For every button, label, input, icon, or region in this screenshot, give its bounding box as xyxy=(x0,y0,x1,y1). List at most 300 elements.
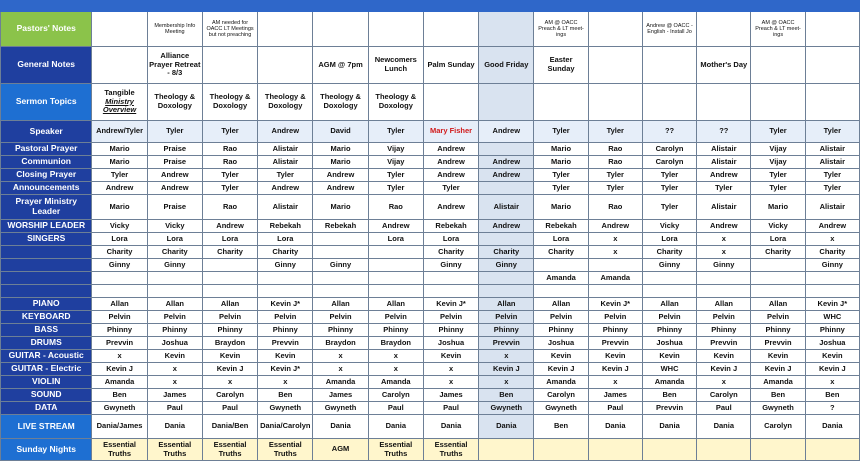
pastoral-prayer-cell: Mario xyxy=(313,143,368,156)
speaker-cell: Tyler xyxy=(147,121,202,143)
keyboard-cell: Pelvin xyxy=(147,311,202,324)
keyboard-cell: Pelvin xyxy=(697,311,751,324)
piano-cell: Allan xyxy=(147,298,202,311)
announcements-cell: Andrew xyxy=(258,182,313,195)
guitar-electric-cell: Kevin J* xyxy=(258,363,313,376)
singer-cell: Lora xyxy=(751,233,805,246)
pastoral-prayer-cell: Carolyn xyxy=(642,143,696,156)
singer-cell: Charity xyxy=(751,246,805,259)
guitar-electric-cell: x xyxy=(368,363,423,376)
sermon-topic-line: Overview xyxy=(102,105,137,115)
guitar-electric-cell: WHC xyxy=(642,363,696,376)
data-cell: Gwyneth xyxy=(258,402,313,415)
drums-cell: Prevvin xyxy=(479,337,534,350)
violin-cell: x xyxy=(258,376,313,389)
sunday-night-cell: Essential Truths xyxy=(202,439,257,461)
blank-cell xyxy=(313,285,368,298)
singer-cell: Lora xyxy=(368,233,423,246)
data-cell: Paul xyxy=(588,402,642,415)
worship-leader-cell: Andrew xyxy=(588,220,642,233)
sermon-topic-line: Ministry xyxy=(105,96,134,106)
singer-cell: Charity xyxy=(534,246,588,259)
pastoral-prayer-cell: Alistair xyxy=(258,143,313,156)
row-general-notes xyxy=(1,47,860,84)
sunday-night-cell xyxy=(751,439,805,461)
prayer-ministry-leader-cell: Rao xyxy=(588,195,642,220)
keyboard-cell: Pelvin xyxy=(642,311,696,324)
sound-cell: Carolyn xyxy=(368,389,423,402)
singer-cell xyxy=(534,259,588,272)
singer-cell: Lora xyxy=(642,233,696,246)
keyboard-cell: Pelvin xyxy=(588,311,642,324)
singer-cell xyxy=(588,259,642,272)
sermon-topic-cell: Theology & Doxology xyxy=(258,84,313,121)
announcements-cell: Andrew xyxy=(92,182,147,195)
blank-cell xyxy=(147,285,202,298)
communion-cell: Rao xyxy=(588,156,642,169)
pastors-note-cell xyxy=(479,12,534,47)
singer-cell: Charity xyxy=(202,246,257,259)
blank-cell xyxy=(588,285,642,298)
blank-cell xyxy=(368,285,423,298)
guitar-acoustic-cell: Kevin xyxy=(258,350,313,363)
guitar-electric-cell: Kevin J xyxy=(202,363,257,376)
row-guitar-acoustic xyxy=(1,350,860,363)
closing-prayer-cell: Andrew xyxy=(697,169,751,182)
sermon-topic-cell xyxy=(642,84,696,121)
sound-cell: Ben xyxy=(642,389,696,402)
row-speaker xyxy=(1,121,860,143)
data-cell: Prevvin xyxy=(642,402,696,415)
piano-cell: Allan xyxy=(642,298,696,311)
pastors-note-cell xyxy=(588,12,642,47)
violin-cell: Amanda xyxy=(642,376,696,389)
violin-cell: x xyxy=(479,376,534,389)
pastors-note-cell: AM @ OACC Preach & LT meet-ings xyxy=(534,12,588,47)
piano-cell: Allan xyxy=(202,298,257,311)
pastors-note-cell: Membership Info Meeting xyxy=(147,12,202,47)
singer-cell xyxy=(423,272,478,285)
blank-cell xyxy=(534,285,588,298)
row-label-sunday-nights: Sunday Nights xyxy=(1,439,92,461)
row-piano xyxy=(1,298,860,311)
general-note-cell xyxy=(805,47,859,84)
piano-cell: Allan xyxy=(479,298,534,311)
worship-leader-cell: Andrew xyxy=(202,220,257,233)
piano-cell: Allan xyxy=(751,298,805,311)
bass-cell: Phinny xyxy=(147,324,202,337)
blank-cell xyxy=(697,285,751,298)
piano-cell: Allan xyxy=(697,298,751,311)
row-label-blank xyxy=(1,246,92,259)
guitar-electric-cell: Kevin J xyxy=(479,363,534,376)
row-pastoral-prayer xyxy=(1,143,860,156)
worship-leader-cell: Vicky xyxy=(92,220,147,233)
prayer-ministry-leader-cell: Mario xyxy=(313,195,368,220)
communion-cell: Vijay xyxy=(368,156,423,169)
keyboard-cell: Pelvin xyxy=(534,311,588,324)
singer-cell xyxy=(805,272,859,285)
sunday-night-cell: Essential Truths xyxy=(368,439,423,461)
header-cell xyxy=(147,0,202,12)
live-stream-cell: Dania xyxy=(423,415,478,439)
keyboard-cell: Pelvin xyxy=(368,311,423,324)
guitar-electric-cell: Kevin J xyxy=(92,363,147,376)
bass-cell: Phinny xyxy=(751,324,805,337)
drums-cell: Joshua xyxy=(642,337,696,350)
sermon-topic-cell xyxy=(751,84,805,121)
announcements-cell: Tyler xyxy=(697,182,751,195)
prayer-ministry-leader-cell: Alistair xyxy=(479,195,534,220)
guitar-acoustic-cell: Kevin xyxy=(588,350,642,363)
row-label-guitar-electric: GUITAR - Electric xyxy=(1,363,92,376)
pastors-note-cell xyxy=(258,12,313,47)
sunday-night-cell xyxy=(805,439,859,461)
row-label-sound: SOUND xyxy=(1,389,92,402)
singer-cell: Lora xyxy=(423,233,478,246)
worship-leader-cell: Vicky xyxy=(147,220,202,233)
blank-cell xyxy=(805,285,859,298)
prayer-ministry-leader-cell: Alistair xyxy=(258,195,313,220)
header-cell xyxy=(92,0,147,12)
worship-leader-cell: Vicky xyxy=(642,220,696,233)
row-worship-leader xyxy=(1,220,860,233)
sermon-topic-cell xyxy=(534,84,588,121)
communion-cell: Mario xyxy=(534,156,588,169)
guitar-electric-cell: x xyxy=(423,363,478,376)
pastoral-prayer-cell: Praise xyxy=(147,143,202,156)
live-stream-cell: Dania xyxy=(368,415,423,439)
live-stream-cell: Dania xyxy=(588,415,642,439)
singer-cell xyxy=(147,272,202,285)
row-label-sermon-topics: Sermon Topics xyxy=(1,84,92,121)
general-note-cell: Good Friday xyxy=(479,47,534,84)
row-label-live-stream: LIVE STREAM xyxy=(1,415,92,439)
speaker-cell: Tyler xyxy=(368,121,423,143)
pastoral-prayer-cell: Andrew xyxy=(423,143,478,156)
header-cell xyxy=(697,0,751,12)
row-label-data: DATA xyxy=(1,402,92,415)
speaker-cell: Mary Fisher xyxy=(423,121,478,143)
blank-cell xyxy=(751,285,805,298)
pastoral-prayer-cell: Rao xyxy=(588,143,642,156)
singer-cell xyxy=(313,272,368,285)
singer-cell: Lora xyxy=(92,233,147,246)
live-stream-cell: Dania xyxy=(313,415,368,439)
closing-prayer-cell: Andrew xyxy=(147,169,202,182)
data-cell: Gwyneth xyxy=(534,402,588,415)
row-live-stream xyxy=(1,415,860,439)
row-singers-3 xyxy=(1,272,860,285)
row-label-announcements: Announcements xyxy=(1,182,92,195)
blank-cell xyxy=(92,285,147,298)
communion-cell: Rao xyxy=(202,156,257,169)
closing-prayer-cell: Andrew xyxy=(313,169,368,182)
pastoral-prayer-cell: Alistair xyxy=(805,143,859,156)
announcements-cell: Tyler xyxy=(642,182,696,195)
piano-cell: Kevin J* xyxy=(423,298,478,311)
singer-cell xyxy=(751,272,805,285)
bass-cell: Phinny xyxy=(92,324,147,337)
pastoral-prayer-cell: Mario xyxy=(534,143,588,156)
speaker-cell: David xyxy=(313,121,368,143)
keyboard-cell: Pelvin xyxy=(258,311,313,324)
guitar-acoustic-cell: Kevin xyxy=(697,350,751,363)
general-note-cell: AGM @ 7pm xyxy=(313,47,368,84)
data-cell: Paul xyxy=(423,402,478,415)
sermon-topic-cell: Theology & Doxology xyxy=(202,84,257,121)
speaker-cell: Andrew/Tyler xyxy=(92,121,147,143)
singer-cell xyxy=(642,272,696,285)
guitar-acoustic-cell: x xyxy=(368,350,423,363)
guitar-acoustic-cell: Kevin xyxy=(751,350,805,363)
guitar-electric-cell: x xyxy=(147,363,202,376)
live-stream-cell: Dania xyxy=(642,415,696,439)
prayer-ministry-leader-cell: Rao xyxy=(368,195,423,220)
singer-cell: Charity xyxy=(423,246,478,259)
communion-cell: Carolyn xyxy=(642,156,696,169)
violin-cell: x xyxy=(147,376,202,389)
drums-cell: Joshua xyxy=(423,337,478,350)
singer-cell: x xyxy=(588,246,642,259)
singer-cell: Charity xyxy=(479,246,534,259)
general-note-cell xyxy=(258,47,313,84)
pastors-note-cell xyxy=(313,12,368,47)
sound-cell: Ben xyxy=(258,389,313,402)
pastors-note-cell xyxy=(92,12,147,47)
drums-cell: Prevvin xyxy=(751,337,805,350)
row-label-keyboard: KEYBOARD xyxy=(1,311,92,324)
singer-cell: x xyxy=(805,233,859,246)
prayer-ministry-leader-cell: Rao xyxy=(202,195,257,220)
closing-prayer-cell: Tyler xyxy=(368,169,423,182)
violin-cell: x xyxy=(423,376,478,389)
pastors-note-cell: Andrew @ OACC - English - Install Jo xyxy=(642,12,696,47)
header-strip xyxy=(1,0,860,12)
singer-cell: Ginny xyxy=(697,259,751,272)
row-label-pastoral-prayer: Pastoral Prayer xyxy=(1,143,92,156)
piano-cell: Kevin J* xyxy=(805,298,859,311)
closing-prayer-cell: Tyler xyxy=(805,169,859,182)
announcements-cell xyxy=(479,182,534,195)
guitar-electric-cell: Kevin J xyxy=(751,363,805,376)
live-stream-cell: Ben xyxy=(534,415,588,439)
singer-cell: Lora xyxy=(147,233,202,246)
prayer-ministry-leader-cell: Alistair xyxy=(697,195,751,220)
row-singers-4 xyxy=(1,285,860,298)
keyboard-cell: Pelvin xyxy=(423,311,478,324)
singer-cell: Ginny xyxy=(479,259,534,272)
singer-cell xyxy=(258,272,313,285)
drums-cell: Prevvin xyxy=(92,337,147,350)
speaker-cell: ?? xyxy=(642,121,696,143)
header-cell xyxy=(258,0,313,12)
sound-cell: James xyxy=(313,389,368,402)
sound-cell: Ben xyxy=(479,389,534,402)
general-note-cell xyxy=(588,47,642,84)
announcements-cell: Tyler xyxy=(202,182,257,195)
speaker-cell: Tyler xyxy=(805,121,859,143)
worship-leader-cell: Vicky xyxy=(751,220,805,233)
announcements-cell: Tyler xyxy=(588,182,642,195)
general-note-cell: Easter Sunday xyxy=(534,47,588,84)
sermon-topic-cell xyxy=(479,84,534,121)
general-note-cell: Alliance Prayer Retreat - 8/3 xyxy=(147,47,202,84)
live-stream-cell: Dania xyxy=(697,415,751,439)
guitar-acoustic-cell: x xyxy=(92,350,147,363)
pastoral-prayer-cell: Mario xyxy=(92,143,147,156)
row-label-drums: DRUMS xyxy=(1,337,92,350)
row-label-guitar-acoustic: GUITAR - Acoustic xyxy=(1,350,92,363)
header-cell xyxy=(642,0,696,12)
sunday-night-cell xyxy=(642,439,696,461)
singer-cell xyxy=(202,272,257,285)
singer-cell xyxy=(697,272,751,285)
drums-cell: Joshua xyxy=(147,337,202,350)
violin-cell: Amanda xyxy=(92,376,147,389)
guitar-acoustic-cell: Kevin xyxy=(642,350,696,363)
sound-cell: Ben xyxy=(805,389,859,402)
bass-cell: Phinny xyxy=(697,324,751,337)
piano-cell: Kevin J* xyxy=(588,298,642,311)
singer-cell xyxy=(313,246,368,259)
data-cell: Paul xyxy=(147,402,202,415)
singer-cell: Lora xyxy=(258,233,313,246)
guitar-electric-cell: Kevin J xyxy=(534,363,588,376)
data-cell: Paul xyxy=(202,402,257,415)
keyboard-cell: Pelvin xyxy=(479,311,534,324)
speaker-cell: Tyler xyxy=(202,121,257,143)
header-cell xyxy=(479,0,534,12)
pastoral-prayer-cell: Rao xyxy=(202,143,257,156)
singer-cell: Charity xyxy=(805,246,859,259)
drums-cell: Prevvin xyxy=(258,337,313,350)
speaker-cell: Tyler xyxy=(588,121,642,143)
singer-cell: Ginny xyxy=(147,259,202,272)
sermon-topic-cell xyxy=(805,84,859,121)
singer-cell xyxy=(368,246,423,259)
prayer-ministry-leader-cell: Andrew xyxy=(423,195,478,220)
communion-cell: Alistair xyxy=(258,156,313,169)
singer-cell: Amanda xyxy=(588,272,642,285)
header-cell xyxy=(1,0,92,12)
live-stream-cell: Dania/Carolyn xyxy=(258,415,313,439)
row-sermon-topics xyxy=(1,84,860,121)
live-stream-cell: Dania xyxy=(479,415,534,439)
header-cell xyxy=(588,0,642,12)
sermon-topic-cell xyxy=(697,84,751,121)
communion-cell: Mario xyxy=(92,156,147,169)
sunday-night-cell: AGM xyxy=(313,439,368,461)
drums-cell: Braydon xyxy=(202,337,257,350)
sound-cell: James xyxy=(588,389,642,402)
communion-cell: Alistair xyxy=(697,156,751,169)
general-note-cell: Newcomers Lunch xyxy=(368,47,423,84)
keyboard-cell: WHC xyxy=(805,311,859,324)
violin-cell: x xyxy=(588,376,642,389)
bass-cell: Phinny xyxy=(588,324,642,337)
singer-cell xyxy=(751,259,805,272)
pastoral-prayer-cell: Alistair xyxy=(697,143,751,156)
pastors-note-cell xyxy=(423,12,478,47)
row-label-pastors-notes: Pastors' Notes xyxy=(1,12,92,47)
drums-cell: Joshua xyxy=(805,337,859,350)
blank-cell xyxy=(479,285,534,298)
row-communion xyxy=(1,156,860,169)
singer-cell: Ginny xyxy=(805,259,859,272)
header-cell xyxy=(368,0,423,12)
closing-prayer-cell: Tyler xyxy=(258,169,313,182)
bass-cell: Phinny xyxy=(479,324,534,337)
piano-cell: Allan xyxy=(368,298,423,311)
communion-cell: Vijay xyxy=(751,156,805,169)
row-label-closing-prayer: Closing Prayer xyxy=(1,169,92,182)
row-label-singers: SINGERS xyxy=(1,233,92,246)
sermon-topic-cell xyxy=(588,84,642,121)
row-label-piano: PIANO xyxy=(1,298,92,311)
row-label-blank xyxy=(1,259,92,272)
guitar-electric-cell: Kevin J xyxy=(805,363,859,376)
row-label-worship-leader: WORSHIP LEADER xyxy=(1,220,92,233)
singer-cell: x xyxy=(588,233,642,246)
closing-prayer-cell: Andrew xyxy=(479,169,534,182)
sermon-topic-cell: Theology & Doxology xyxy=(368,84,423,121)
singer-cell: Charity xyxy=(642,246,696,259)
row-label-bass: BASS xyxy=(1,324,92,337)
prayer-ministry-leader-cell: Mario xyxy=(751,195,805,220)
drums-cell: Braydon xyxy=(313,337,368,350)
sunday-night-cell xyxy=(534,439,588,461)
data-cell: ? xyxy=(805,402,859,415)
bass-cell: Phinny xyxy=(258,324,313,337)
row-drums xyxy=(1,337,860,350)
pastors-note-cell: AM needed for OACC LT Meetings but not preaching xyxy=(202,12,257,47)
general-note-cell xyxy=(202,47,257,84)
communion-cell: Alistair xyxy=(805,156,859,169)
row-label-general-notes: General Notes xyxy=(1,47,92,84)
keyboard-cell: Pelvin xyxy=(92,311,147,324)
communion-cell: Andrew xyxy=(479,156,534,169)
header-cell xyxy=(202,0,257,12)
singer-cell xyxy=(368,259,423,272)
keyboard-cell: Pelvin xyxy=(202,311,257,324)
guitar-acoustic-cell: x xyxy=(313,350,368,363)
general-note-cell xyxy=(642,47,696,84)
closing-prayer-cell: Tyler xyxy=(588,169,642,182)
keyboard-cell: Pelvin xyxy=(313,311,368,324)
prayer-ministry-leader-cell: Alistair xyxy=(805,195,859,220)
row-sunday-nights xyxy=(1,439,860,461)
closing-prayer-cell: Tyler xyxy=(202,169,257,182)
prayer-ministry-leader-cell: Mario xyxy=(534,195,588,220)
sound-cell: Carolyn xyxy=(697,389,751,402)
header-cell xyxy=(423,0,478,12)
live-stream-cell: Dania xyxy=(805,415,859,439)
guitar-acoustic-cell: Kevin xyxy=(805,350,859,363)
keyboard-cell: Pelvin xyxy=(751,311,805,324)
row-label-blank xyxy=(1,285,92,298)
sunday-night-cell: Essential Truths xyxy=(147,439,202,461)
singer-cell: Ginny xyxy=(423,259,478,272)
sunday-night-cell xyxy=(479,439,534,461)
guitar-electric-cell: Kevin J xyxy=(697,363,751,376)
sound-cell: James xyxy=(147,389,202,402)
live-stream-cell: Carolyn xyxy=(751,415,805,439)
worship-leader-cell: Rebekah xyxy=(258,220,313,233)
sound-cell: Ben xyxy=(751,389,805,402)
drums-cell: Braydon xyxy=(368,337,423,350)
row-label-violin: VIOLIN xyxy=(1,376,92,389)
